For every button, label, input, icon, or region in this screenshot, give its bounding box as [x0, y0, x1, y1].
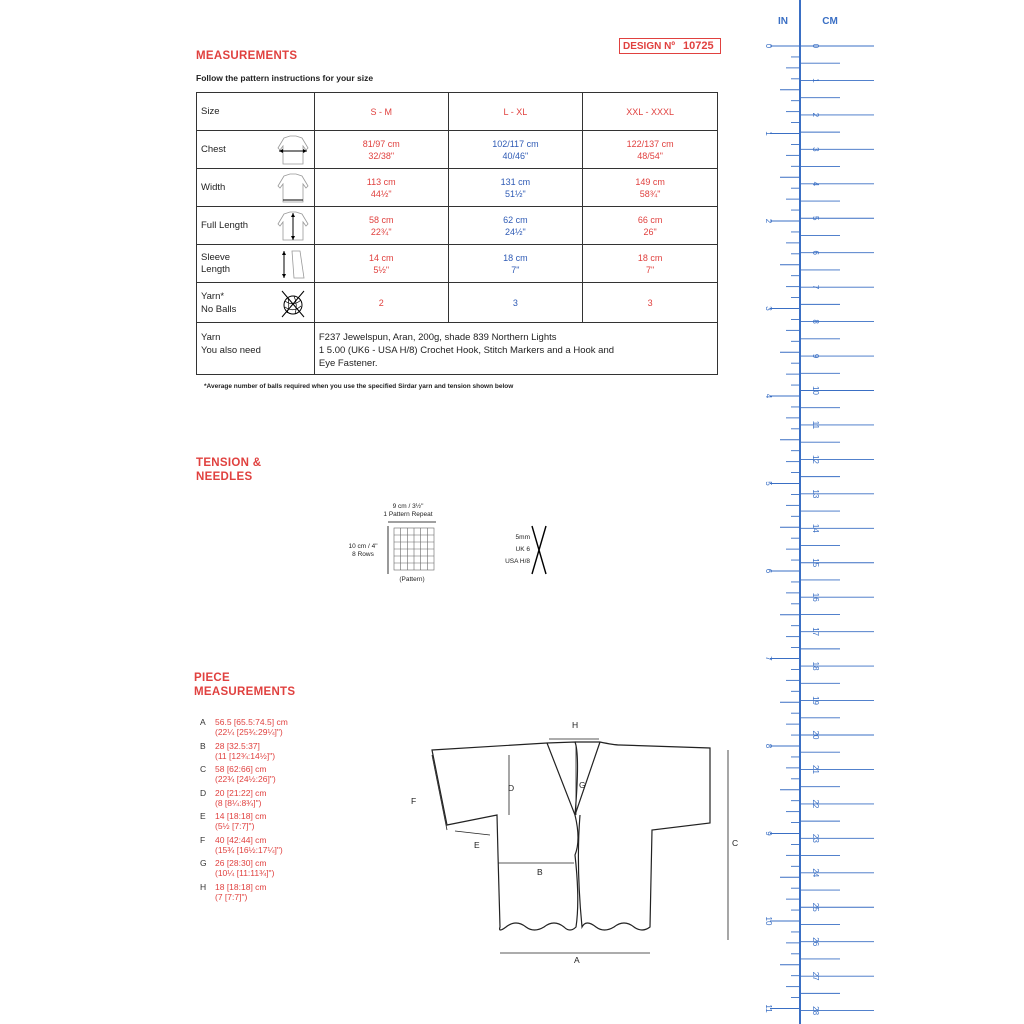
ruler-cm-number: 11	[811, 420, 820, 430]
piece-letter: B	[200, 740, 206, 751]
diagram-label-e: E	[474, 840, 480, 850]
page-title: MEASUREMENTS	[196, 50, 298, 62]
piece-cm: 28 [32.5:37]	[215, 740, 260, 751]
chest-xxl-in: 48/54"	[637, 150, 663, 161]
ruler-inch-number: 2	[764, 218, 773, 224]
ruler-cm-number: 14	[811, 523, 820, 533]
ruler-cm-number: 3	[811, 147, 820, 152]
piece-in: (7 [7:7]")	[215, 891, 248, 902]
piece-letter: H	[200, 881, 207, 892]
ruler-cm-number: 1	[811, 78, 820, 83]
piece-letter: C	[200, 764, 207, 774]
sleeve-label-line-1: Sleeve	[201, 251, 231, 263]
ruler-cm-number: 4	[811, 181, 820, 187]
footnote: *Average number of balls required when you use the specified Sirdar yarn and tension shown below	[204, 383, 514, 390]
piece-letter: E	[200, 811, 206, 821]
hook-size-3: USA H/8	[505, 558, 530, 565]
row-label-full-length: Full Length	[201, 220, 249, 231]
width-lxl-in: 51½"	[505, 188, 526, 199]
piece-cm: 58 [62:66] cm	[215, 764, 267, 774]
piece-cm: 40 [42:44] cm	[215, 834, 267, 845]
chest-xxl-cm: 122/137 cm	[626, 138, 674, 149]
piece-letter: G	[200, 858, 207, 868]
ruler-cm-number: 25	[811, 902, 820, 912]
ruler-cm-number: 27	[811, 971, 820, 981]
yarn-label: Yarn	[201, 332, 221, 343]
diagram-label-c: C	[732, 838, 739, 848]
sleeve-xxl-cm: 18 cm	[637, 252, 663, 263]
size-col-2: XXL - XXXL	[583, 93, 718, 131]
ruler-cm-number: 26	[811, 937, 820, 947]
sleeve-sm-cm: 14 cm	[368, 252, 394, 263]
width-xxl-cm: 149 cm	[635, 176, 665, 187]
ruler-inch-number: 9	[764, 831, 773, 836]
piece-in: (22¾ [24½:26]")	[215, 774, 276, 784]
ruler-cm-number: 8	[811, 319, 820, 324]
length-xxl-cm: 66 cm	[637, 214, 663, 225]
ruler-cm-number: 7	[811, 284, 820, 290]
piece-in: (8 [8¼:8¾]")	[215, 797, 262, 808]
diagram-label-a: A	[574, 955, 580, 965]
pieces-title-line-2: MEASUREMENTS	[194, 686, 296, 698]
ruler-cm-number: 28	[811, 1006, 820, 1016]
piece-letter: D	[200, 787, 207, 798]
yarn-text: F237 Jewelspun, Aran, 200g, shade 839 Northern Lights	[318, 332, 557, 343]
ruler-inch-number: 7	[764, 656, 773, 661]
ruler-cm-number: 13	[811, 489, 820, 499]
yarn-sm: 2	[314, 283, 448, 323]
tension-title-line-1: TENSION &	[196, 457, 262, 469]
ruler-cm-number: 21	[811, 764, 820, 774]
sleeve-label-line-2: Length	[201, 263, 231, 275]
ruler-cm-number: 15	[811, 558, 820, 568]
ruler-inch-number: 8	[764, 743, 773, 749]
diagram-label-d: D	[508, 783, 515, 793]
ruler-cm-number: 5	[811, 216, 820, 221]
tension-title-line-2: NEEDLES	[196, 471, 253, 483]
ruler-inch-number: 0	[764, 43, 773, 49]
piece-in: (10¼ [11:11¾]")	[215, 868, 275, 878]
width-sm-in: 44½"	[370, 188, 392, 199]
diagram-label-g: G	[579, 780, 586, 790]
yarn-label-line-1: Yarn*	[201, 290, 225, 302]
chest-lxl-cm: 102/117 cm	[492, 138, 539, 149]
length-lxl-in: 24½"	[505, 226, 526, 237]
row-label-width: Width	[201, 182, 226, 193]
sleeve-lxl-in: 7"	[511, 264, 520, 275]
length-lxl-cm: 62 cm	[503, 214, 528, 225]
you-also-need-label: You also need	[201, 345, 261, 356]
yarn-lxl: 3	[448, 283, 583, 323]
tension-pattern-label: (Pattern)	[399, 576, 425, 583]
ruler-in-label: IN	[778, 16, 788, 27]
length-sm-in: 22¾"	[370, 226, 392, 237]
ruler-cm-number: 10	[811, 386, 820, 395]
need-text-1: 1 5.00 (UK6 - USA H/8) Crochet Hook, Stitch Markers and a Hook and	[318, 345, 615, 356]
piece-letter: A	[200, 717, 206, 727]
hook-size-1: 5mm	[515, 534, 530, 541]
ruler-cm-number: 22	[811, 799, 820, 809]
yarn-label-line-2: No Balls	[201, 303, 237, 315]
piece-cm: 56.5 [65.5:74.5] cm	[215, 717, 288, 727]
chest-lxl-in: 40/46"	[502, 150, 529, 161]
length-xxl-in: 26"	[643, 226, 657, 237]
tension-height-1: 10 cm / 4"	[348, 543, 378, 550]
ruler-cm-number: 17	[811, 627, 820, 637]
piece-cm: 14 [18:18] cm	[215, 811, 267, 821]
ruler-cm-number: 0	[811, 43, 820, 49]
piece-cm: 18 [18:18] cm	[215, 881, 267, 892]
piece-in: (15¾ [16½:17¼]")	[215, 844, 283, 855]
subtitle: Follow the pattern instructions for your size	[196, 73, 374, 83]
ruler-cm-number: 19	[811, 696, 820, 706]
row-label-chest: Chest	[201, 144, 226, 155]
piece-in: (11 [12¾:14½]")	[215, 750, 276, 761]
hook-size-2: UK 6	[515, 546, 530, 553]
tension-width-2: 1 Pattern Repeat	[383, 511, 433, 518]
length-sm-cm: 58 cm	[368, 214, 394, 225]
sleeve-xxl-in: 7"	[646, 264, 655, 275]
sleeve-sm-in: 5½"	[373, 264, 390, 275]
ruler-inch-number: 10	[764, 916, 773, 926]
chest-sm-cm: 81/97 cm	[362, 138, 400, 149]
tension-width-1: 9 cm / 3½"	[392, 503, 424, 510]
size-label: Size	[197, 93, 315, 131]
width-lxl-cm: 131 cm	[500, 176, 531, 187]
ruler-cm-number: 20	[811, 730, 820, 740]
ruler-cm-number: 24	[811, 868, 820, 878]
ruler-inch-number: 5	[764, 481, 773, 486]
ruler-inch-number: 3	[764, 306, 773, 311]
diagram-label-h: H	[572, 720, 579, 730]
ruler-cm-number: 18	[811, 661, 820, 671]
ruler-cm-number: 16	[811, 592, 820, 602]
size-col-0: S - M	[314, 93, 448, 131]
design-number: 10725	[683, 40, 714, 52]
ruler-inch-number: 11	[764, 1004, 773, 1013]
ruler-inch-number: 4	[764, 393, 773, 399]
width-xxl-in: 58¾"	[639, 188, 661, 199]
ruler-inch-number: 6	[764, 568, 773, 574]
ruler-cm-number: 6	[811, 250, 820, 255]
tension-height-2: 8 Rows	[352, 551, 374, 558]
piece-cm: 26 [28:30] cm	[215, 858, 267, 868]
size-col-1: L - XL	[448, 93, 583, 131]
yarn-xxl: 3	[583, 283, 718, 323]
piece-in: (5½ [7:7]")	[215, 821, 255, 831]
ruler-cm-number: 9	[811, 353, 820, 359]
chest-sm-in: 32/38"	[368, 150, 395, 161]
need-text-2: Eye Fastener.	[318, 358, 378, 369]
sleeve-lxl-cm: 18 cm	[503, 252, 528, 263]
ruler-cm-number: 12	[811, 454, 820, 464]
piece-in: (22¼ [25¾:29¼]")	[215, 727, 283, 737]
ruler-cm-number: 23	[811, 833, 820, 843]
ruler-cm-label: CM	[822, 16, 838, 27]
ruler-cm-number: 2	[811, 112, 820, 118]
piece-cm: 20 [21:22] cm	[215, 787, 267, 798]
ruler-inch-number: 1	[764, 131, 773, 136]
diagram-label-f: F	[411, 796, 417, 806]
width-sm-cm: 113 cm	[366, 176, 396, 187]
diagram-label-b: B	[537, 867, 543, 877]
piece-letter: F	[200, 834, 206, 845]
pieces-title-line-1: PIECE	[194, 672, 231, 684]
design-label: DESIGN Nº	[623, 40, 675, 52]
